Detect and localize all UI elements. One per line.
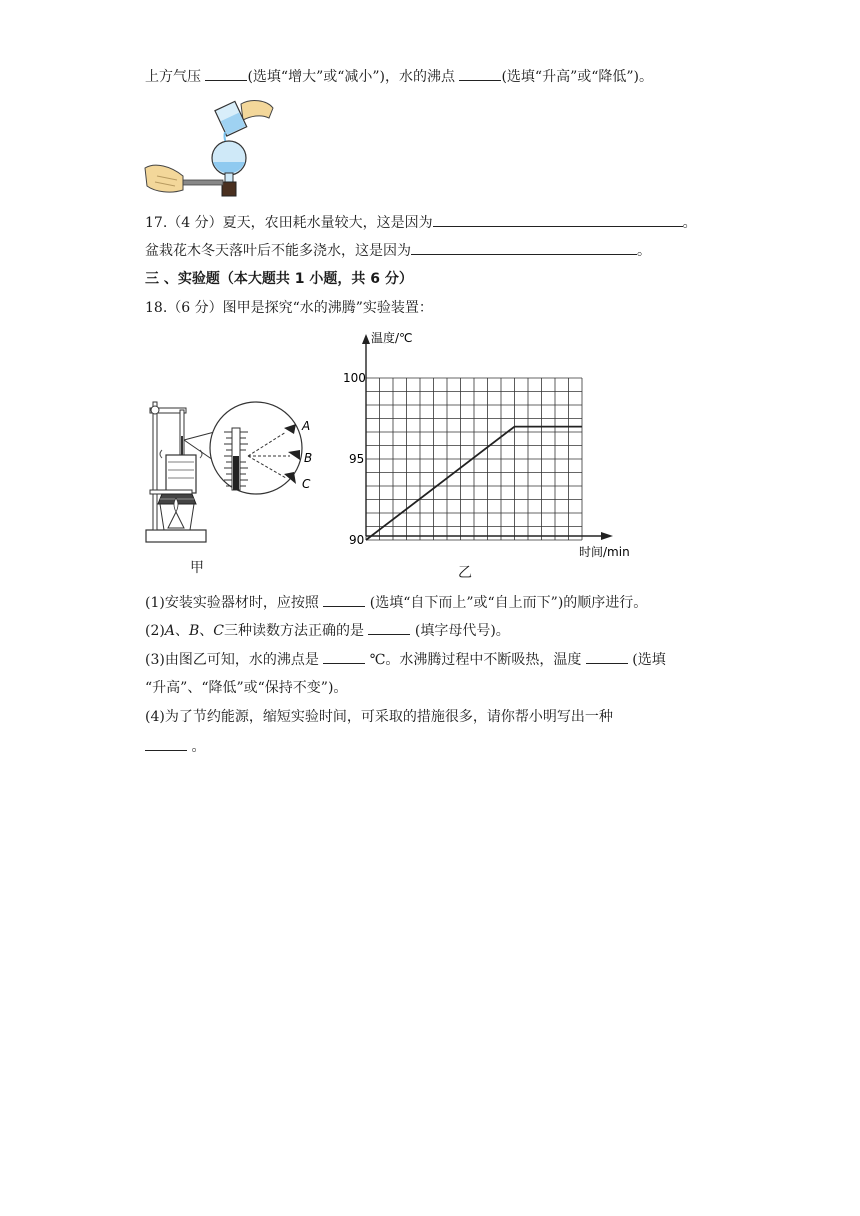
q18-sub1-text-a: (1)安装实验器材时，应按照 [145, 595, 324, 611]
q17-text-2b: 。 [637, 243, 651, 259]
q18-sub2-letter-a: A [164, 623, 175, 639]
q18-sub1-blank[interactable] [323, 592, 365, 607]
q18-sub4-line1: (4)为了节约能源，缩短实验时间，可采取的措施很多，请你帮小明写出一种 [145, 709, 613, 725]
chart-y-tick-90: 90 [349, 533, 365, 547]
q18-stem: 18.（6 分）图甲是探究“水的沸腾”实验装置： [145, 300, 433, 316]
q18-sub2-sep-2: 、 [199, 623, 214, 639]
q16-tail-line [145, 66, 653, 87]
q16-text-a: 上方气压 [145, 69, 206, 85]
q18-sub2-blank[interactable] [368, 620, 410, 635]
boiling-apparatus-figure [144, 400, 344, 550]
q16-blank-2[interactable] [459, 66, 501, 81]
reading-label-b: B [304, 451, 313, 465]
q18-sub2 [145, 620, 510, 641]
q18-sub4-text: 。 [187, 739, 206, 755]
q18-sub1-text-b: (选填“自下而上”或“自上而下”)的顺序进行。 [365, 595, 648, 611]
figure-yi-label: 乙 [458, 565, 472, 581]
q18-sub2-letter-c: C [213, 623, 224, 639]
q17-text-2a: 盆栽花木冬天落叶后不能多浇水，这是因为 [145, 243, 411, 259]
temperature-time-chart [335, 326, 655, 566]
reading-label-a: A [302, 419, 311, 433]
q18-sub2-text-a: 三种读数方法正确的是 [223, 623, 369, 639]
q16-blank-1[interactable] [205, 66, 247, 81]
q17-text-1b: 。 [682, 215, 697, 231]
q18-sub3-blank-2[interactable] [586, 649, 628, 664]
q17-blank-1[interactable] [433, 212, 683, 227]
q17-blank-2[interactable] [411, 240, 637, 255]
q18-sub3-line1 [145, 649, 666, 670]
q17-text-1a: 17.（4 分）夏天，农田耗水量较大，这是因为 [145, 215, 433, 231]
figure-jia-label: 甲 [190, 560, 204, 576]
q18-sub3-line2: “升高”、“降低”或“保持不变”)。 [145, 680, 348, 696]
q16-text-b: (选填“增大”或“减小”)，水的沸点 [247, 69, 460, 85]
flask-pouring-figure [143, 96, 283, 206]
q18-sub3-text-c: (选填 [627, 652, 666, 668]
q16-text-c: (选填“升高”或“降低”)。 [501, 69, 654, 85]
q18-sub3-text-b: ℃。水沸腾过程中不断吸热，温度 [365, 652, 586, 668]
q18-sub4-line2 [145, 736, 205, 757]
q18-sub3-blank-1[interactable] [323, 649, 365, 664]
q18-sub2-sep-1: 、 [174, 623, 189, 639]
q17-line-2 [145, 240, 651, 261]
q18-sub2-text-b: (填字母代号)。 [410, 623, 510, 639]
section-3-title: 三 、实验题（本大题共 1 小题，共 6 分） [145, 271, 413, 287]
q18-sub3-text-a: (3)由图乙可知，水的沸点是 [145, 652, 324, 668]
chart-x-axis-label: 时间/min [579, 545, 630, 559]
q17-line-1 [145, 212, 697, 233]
q18-sub4-blank[interactable] [145, 736, 187, 751]
reading-label-c: C [302, 477, 311, 491]
chart-y-tick-95: 95 [349, 452, 365, 466]
chart-y-tick-100: 100 [343, 371, 366, 385]
chart-y-axis-label: 温度/℃ [371, 331, 413, 345]
q18-sub1 [145, 592, 647, 613]
q18-sub2-prefix: (2) [145, 623, 165, 639]
q18-sub2-letter-b: B [188, 623, 200, 639]
